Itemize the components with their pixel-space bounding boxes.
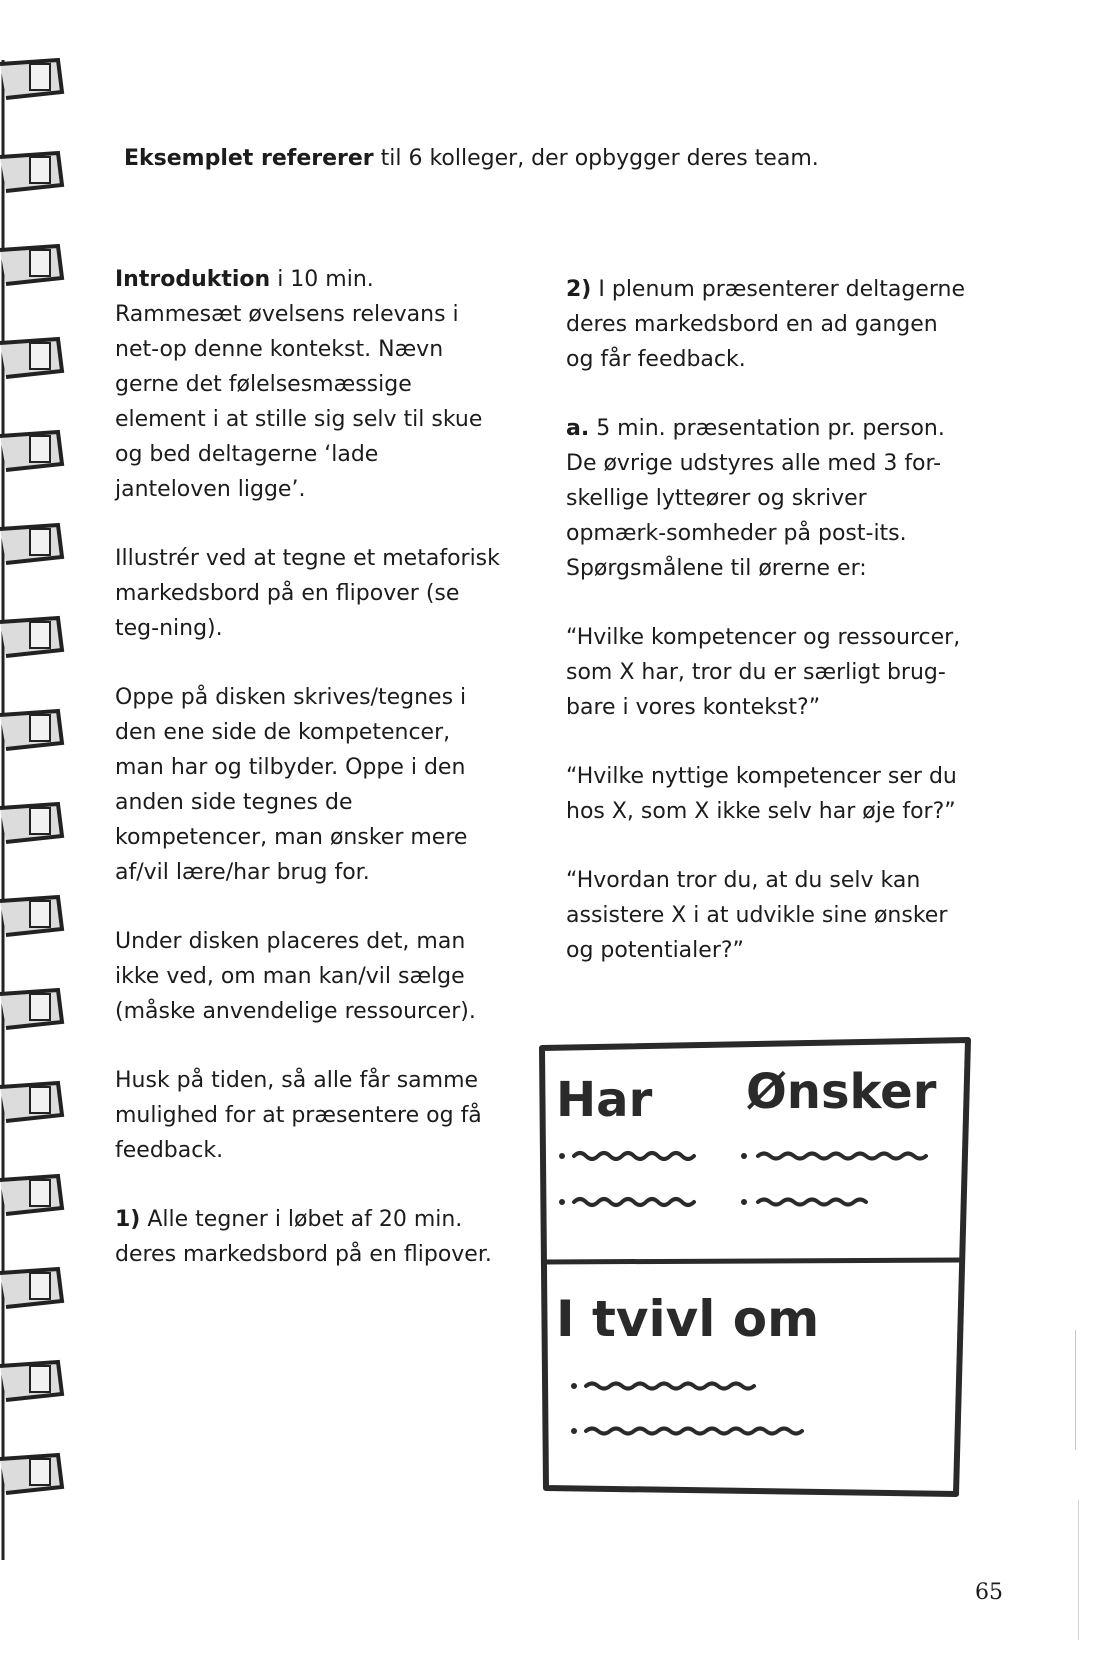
page-edge (1075, 1330, 1076, 1450)
scribble-want-1 (758, 1154, 926, 1159)
sketch-label-have: Har (556, 1072, 653, 1128)
binding-coil-highlight (30, 715, 50, 741)
step-2-text: I plenum præsenterer deltagerne deres markedsbord en ad gangen og får feedback. (566, 277, 965, 372)
under-counter-paragraph: Under disken placeres det, man ikke ved, om man kan/vil sælge (måske anvendelige ressourcer). (115, 929, 476, 1024)
step-1-text: Alle tegner i løbet af 20 min. deres markedsbord på en flipover. (115, 1207, 492, 1267)
scribble-unsure-1 (586, 1384, 754, 1389)
bullet-have-2 (559, 1199, 565, 1205)
binding-coil-highlight (30, 1366, 50, 1392)
binding-coil-highlight (30, 157, 50, 183)
introduction-heading: Introduktion (115, 267, 271, 292)
example-intro-text: til 6 kolleger, der opbygger deres team. (373, 146, 819, 171)
step-a-label: a. (566, 416, 590, 441)
right-column (566, 272, 966, 1002)
binding-coils (0, 60, 62, 1560)
binding-coil-highlight (30, 436, 50, 462)
bullet-unsure-2 (571, 1428, 577, 1434)
left-column (115, 262, 500, 1306)
scribble-have-1 (574, 1153, 694, 1159)
binding-coil-highlight (30, 994, 50, 1020)
binding-coil-highlight (30, 529, 50, 555)
sketch-counter-line (544, 1260, 962, 1262)
step-2-paragraph (566, 272, 966, 377)
scribble-unsure-2 (586, 1429, 802, 1434)
binding-coil-highlight (30, 250, 50, 276)
page-edge-lower (1078, 1500, 1079, 1640)
question-3: “Hvordan tror du, at du selv kan assistere X i at udvikle sine ønsker og potentialer?” (566, 868, 948, 963)
scribble-want-2 (758, 1200, 866, 1205)
step-1-paragraph (115, 1202, 500, 1272)
binding-coil-highlight (30, 901, 50, 927)
example-intro-bold: Eksemplet refererer (124, 146, 374, 171)
counter-top-paragraph: Oppe på disken skrives/tegnes i den ene side de kompetencer, man har og tilbyder. Oppe i den anden side tegnes de kompetencer, man ønsker mere af/vil lære/har brug for. (115, 685, 468, 885)
bullet-unsure-1 (571, 1383, 577, 1389)
step-a-paragraph (566, 411, 966, 586)
question-1: “Hvilke kompetencer og ressourcer, som X har, tror du er særligt brug-bare i vores kontekst?” (566, 625, 961, 720)
step-2-number: 2) (566, 277, 592, 302)
introduction-text: Rammesæt øvelsens relevans i net-op denne kontekst. Nævn gerne det følelsesmæssige element i at stille sig selv til skue og bed deltagerne ‘lade janteloven ligge’. (115, 302, 483, 502)
question-2: “Hvilke nyttige kompetencer ser du hos X, som X ikke selv har øje for?” (566, 764, 957, 824)
introduction-duration: i 10 min. (270, 267, 374, 292)
binding-coil-highlight (30, 1459, 50, 1485)
bullet-have-1 (559, 1153, 565, 1159)
step-a-text: 5 min. præsentation pr. person. De øvrige udstyres alle med 3 for-skellige lytteører og skriver opmærk-somheder på post-its. Spørgsmålene til ørerne er: (566, 416, 945, 581)
binding-coil-highlight (30, 64, 50, 90)
binding-coil-highlight (30, 808, 50, 834)
example-intro (124, 146, 819, 171)
illustrate-paragraph: Illustrér ved at tegne et metaforisk markedsbord på en flipover (se teg-ning). (115, 546, 500, 641)
sketch-label-unsure: I tvivl om (556, 1290, 820, 1348)
time-reminder-paragraph: Husk på tiden, så alle får samme mulighed for at præsentere og få feedback. (115, 1068, 482, 1163)
binding-coil-highlight (30, 1180, 50, 1206)
step-1-number: 1) (115, 1207, 141, 1232)
binding-coil-highlight (30, 1273, 50, 1299)
spiral-binding (0, 0, 80, 1655)
intro-paragraph (115, 262, 500, 507)
page-number: 65 (975, 1580, 1003, 1605)
market-stall-sketch (538, 1036, 978, 1498)
binding-coil-highlight (30, 343, 50, 369)
scribble-have-2 (574, 1199, 694, 1205)
sketch-label-want: Ønsker (746, 1064, 937, 1120)
binding-coil-highlight (30, 622, 50, 648)
bullet-want-1 (741, 1153, 747, 1159)
bullet-want-2 (741, 1199, 747, 1205)
binding-coil-highlight (30, 1087, 50, 1113)
